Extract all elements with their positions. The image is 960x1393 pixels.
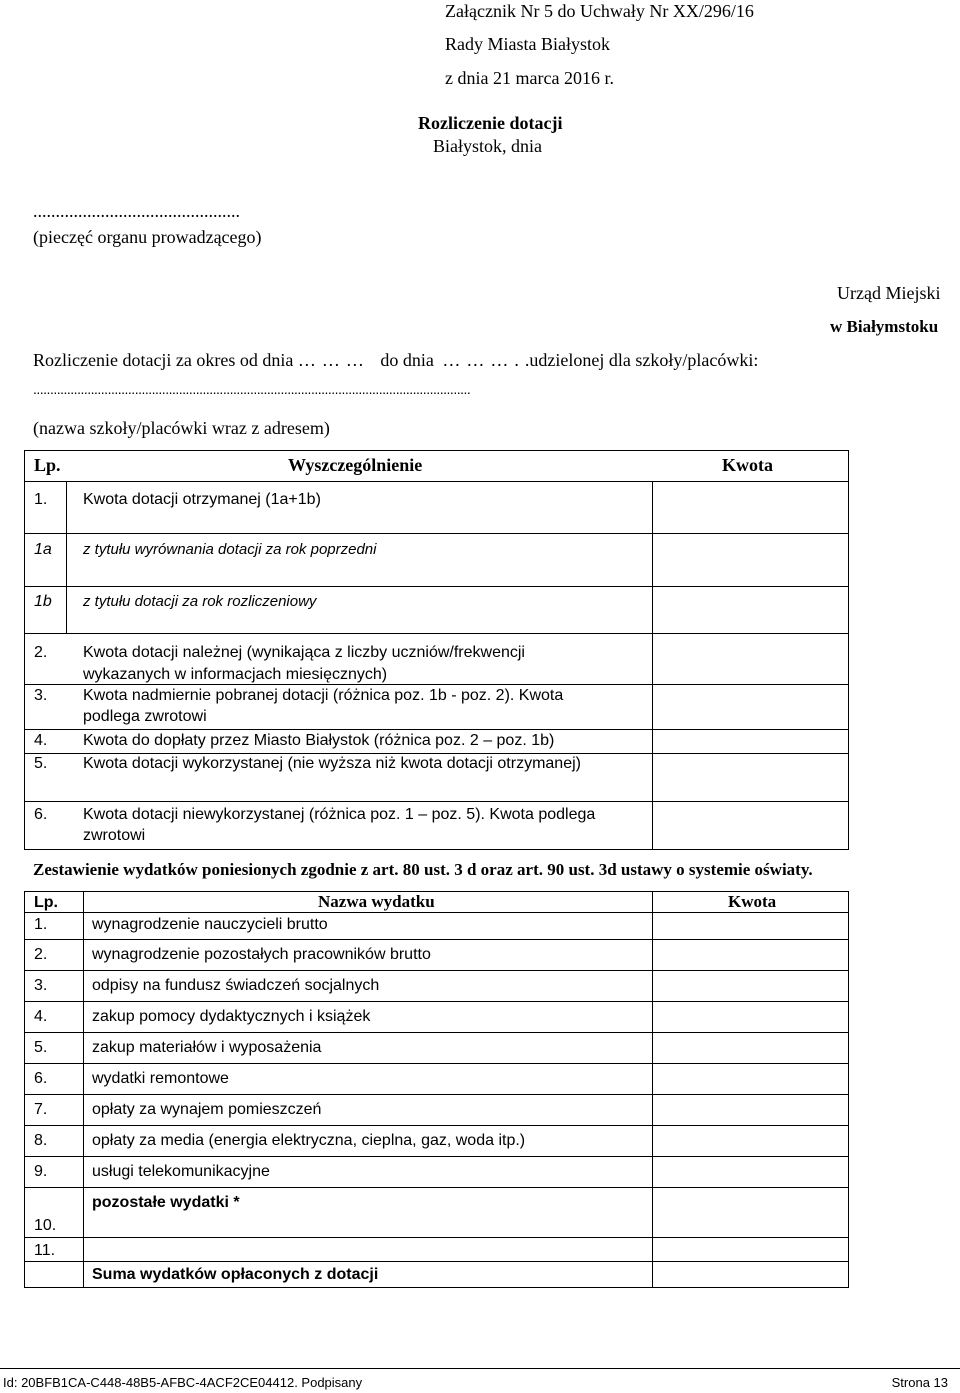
table2-row-name: odpisy na fundusz świadczeń socjalnych <box>92 977 380 994</box>
total-expenses-label: Suma wydatków opłaconych z dotacji <box>92 1266 379 1283</box>
period-to-label: do dnia <box>380 350 434 370</box>
period-to-dots: ………. <box>442 350 525 370</box>
document-title: Rozliczenie dotacji <box>418 113 563 133</box>
table1-row-desc-line1: Kwota dotacji niewykorzystanej (różnica poz. 1 – poz. 5). Kwota podlega <box>83 806 596 823</box>
table2-row-name: zakup materiałów i wyposażenia <box>92 1039 322 1056</box>
school-label: (nazwa szkoły/placówki wraz z adresem) <box>33 418 330 438</box>
attachment-title: Załącznik Nr 5 do Uchwały Nr XX/296/16 <box>445 1 754 21</box>
table1-row-desc: Kwota dotacji otrzymanej (1a+1b) <box>83 491 321 508</box>
school-dots: ................................................................................................................................. <box>33 381 471 397</box>
table1-row-desc-line2: wykazanych w informacjach miesięcznych) <box>83 666 388 683</box>
document-id: Id: 20BFB1CA-C448-48B5-AFBC-4ACF2CE04412. Podpisany <box>3 1375 363 1390</box>
table2-row-name: opłaty za media (energia elektryczna, cieplna, gaz, woda itp.) <box>92 1132 526 1149</box>
table2-row-lp: 4. <box>34 1008 48 1025</box>
recipient-office: Urząd Miejski <box>837 283 941 303</box>
other-expenses-label: pozostałe wydatki * <box>92 1194 240 1211</box>
table1-row-lp: 3. <box>34 687 48 704</box>
table1-row-desc: Kwota dotacji wykorzystanej (nie wyższa niż kwota dotacji otrzymanej) <box>83 755 581 772</box>
table1-row-desc-line1: Kwota nadmiernie pobranej dotacji (różnica poz. 1b - poz. 2). Kwota <box>83 687 564 704</box>
table2-row-lp: 9. <box>34 1163 48 1180</box>
resolution-date: z dnia 21 marca 2016 r. <box>445 68 614 88</box>
expenses-section-title: Zestawienie wydatków poniesionych zgodnie z art. 80 ust. 3 d oraz art. 90 ust. 3d ustawy o systemie oświaty. <box>33 860 813 879</box>
table2-header-amount: Kwota <box>728 892 777 911</box>
table2-header-name: Nazwa wydatku <box>318 892 435 911</box>
table2-row-lp: 10. <box>34 1217 57 1234</box>
table1-row-desc: z tytułu dotacji za rok rozliczeniowy <box>83 593 317 610</box>
table2-row-name: wynagrodzenie nauczycieli brutto <box>92 916 328 933</box>
table2-row-lp: 11. <box>34 1242 56 1259</box>
period-from-label: Rozliczenie dotacji za okres od dnia <box>33 350 294 370</box>
stamp-dots: .............................................. <box>33 201 240 221</box>
table1-row-lp: 6. <box>34 806 48 823</box>
table2-row-lp: 2. <box>34 946 48 963</box>
table1-header-lp: Lp. <box>34 455 61 475</box>
table2-row-lp: 5. <box>34 1039 48 1056</box>
place-date: Białystok, dnia <box>433 136 542 156</box>
stamp-label: (pieczęć organu prowadzącego) <box>33 227 262 247</box>
table1-row-desc-line2: zwrotowi <box>83 827 146 844</box>
table2-row-name: wynagrodzenie pozostałych pracowników brutto <box>92 946 431 963</box>
table1-row-lp: 1a <box>34 541 52 558</box>
table2-row-name: usługi telekomunikacyjne <box>92 1163 270 1180</box>
table2-row-lp: 6. <box>34 1070 48 1087</box>
table2-row-lp: 3. <box>34 977 48 994</box>
table1-row-desc: Kwota do dopłaty przez Miasto Białystok (różnica poz. 2 – poz. 1b) <box>83 732 555 749</box>
council-name: Rady Miasta Białystok <box>445 34 610 54</box>
table1-row-lp: 1. <box>34 491 48 508</box>
table2-row-name: opłaty za wynajem pomieszczeń <box>92 1101 322 1118</box>
table1-row-desc: z tytułu wyrównania dotacji za rok poprzedni <box>83 541 377 558</box>
table1-row-lp: 2. <box>34 644 48 661</box>
period-from-dots: ……… <box>297 350 370 370</box>
page-number: Strona 13 <box>891 1375 948 1390</box>
period-line <box>33 349 758 371</box>
table2-row-lp: 8. <box>34 1132 48 1149</box>
table1-row-lp: 5. <box>34 755 48 772</box>
table2-row-lp: 1. <box>34 916 48 933</box>
table1-header-amount: Kwota <box>722 455 773 475</box>
recipient-city: w Białymstoku <box>830 317 939 336</box>
table1-row-lp: 4. <box>34 732 48 749</box>
table1-row-lp: 1b <box>34 593 52 610</box>
table2-row-name: wydatki remontowe <box>92 1070 229 1087</box>
table2-header-lp: Lp. <box>34 894 58 911</box>
table2-row-lp: 7. <box>34 1101 48 1118</box>
table1-row-desc-line1: Kwota dotacji należnej (wynikająca z liczby uczniów/frekwencji <box>83 644 525 661</box>
table1-header-description: Wyszczególnienie <box>288 455 423 475</box>
period-school-label: .udzielonej dla szkoły/placówki: <box>524 350 759 370</box>
table2-row-name: zakup pomocy dydaktycznych i książek <box>92 1008 371 1025</box>
table1-row-desc-line2: podlega zwrotowi <box>83 708 207 725</box>
